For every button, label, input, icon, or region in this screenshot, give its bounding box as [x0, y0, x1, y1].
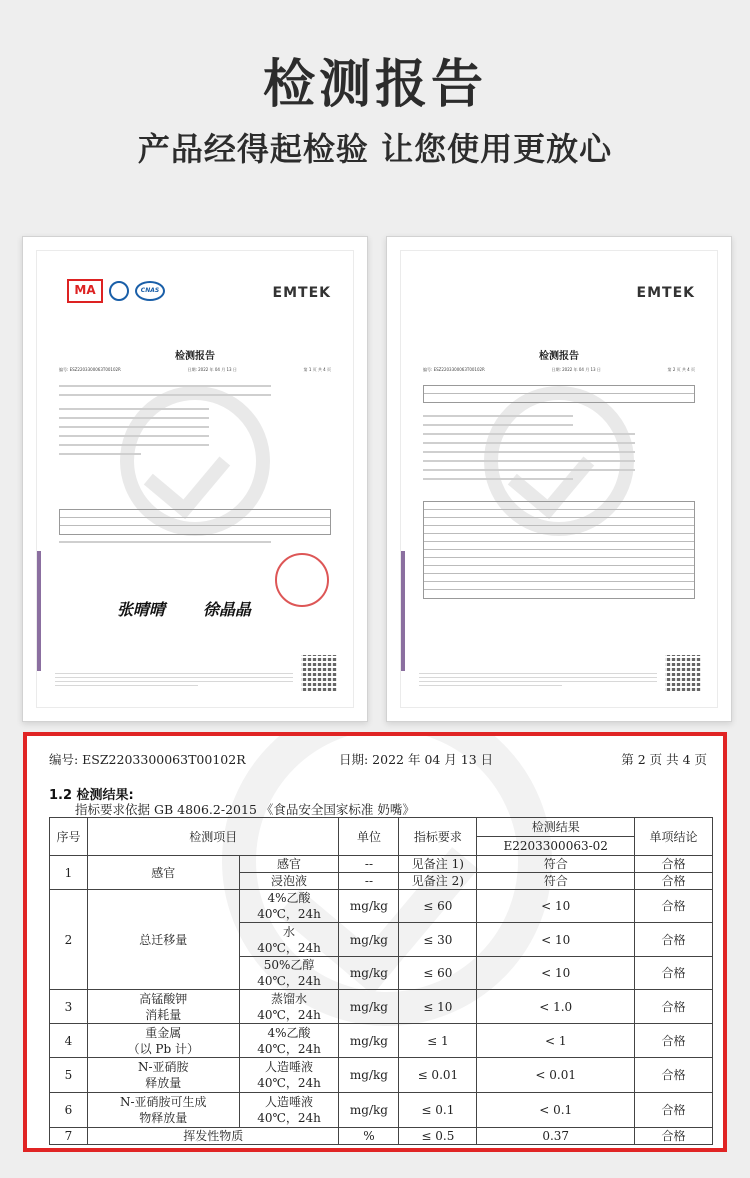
table-row: 50%乙醇 40℃，24h mg/kg ≤ 60 < 10 合格 — [50, 957, 713, 990]
report-paper — [36, 250, 354, 708]
report-thumbnail-page-1[interactable] — [22, 236, 368, 722]
standard-basis: 指标要求依据 GB 4806.2-2015 《食品安全国家标准 奶嘴》 — [75, 802, 415, 817]
thumb-footer — [55, 673, 293, 689]
thumb-number: 编号: ESZ2203300063T00102R — [59, 367, 121, 372]
table-row: 4 重金属 （以 Pb 计） 4%乙酸 40℃，24h mg/kg ≤ 1 < 1 合格 — [50, 1024, 713, 1058]
thumb-meta — [59, 367, 331, 373]
report-page: 第 2 页 共 4 页 — [621, 752, 707, 767]
cma-logo-icon: MA — [67, 279, 103, 303]
table-row: 7 挥发性物质 % ≤ 0.5 0.37 合格 — [50, 1128, 713, 1145]
signature-1: 张晴晴 — [117, 600, 166, 619]
thumb-title: 检测报告 — [539, 351, 579, 362]
section-title: 1.2 检测结果: — [49, 788, 134, 803]
report-header-row — [49, 750, 707, 768]
page-subtitle: 产品经得起检验 让您使用更放心 — [137, 130, 613, 168]
qr-code-icon — [301, 655, 337, 691]
thumb-result-table — [423, 501, 695, 599]
page-title: 检测报告 — [262, 55, 487, 115]
accreditation-logos — [67, 279, 165, 303]
report-paper — [400, 250, 718, 708]
zoomed-result-panel — [23, 732, 727, 1152]
thumb-title: 检测报告 — [175, 351, 215, 362]
col-sample-id: E2203300063-02 — [477, 837, 635, 856]
qr-code-icon — [665, 655, 701, 691]
table-row: 3 高锰酸钾 消耗量 蒸馏水 40℃，24h mg/kg ≤ 10 < 1.0 合格 — [50, 990, 713, 1024]
emtek-logo: EMTEK — [272, 285, 331, 301]
thumb-page: 第 2 页 共 4 页 — [667, 367, 695, 372]
thumb-date: 日期: 2022 年 04 月 13 日 — [187, 367, 237, 372]
thumb-page: 第 1 页 共 4 页 — [303, 367, 331, 372]
report-number: 编号: ESZ2203300063T00102R — [49, 752, 246, 767]
result-table — [49, 817, 713, 1145]
report-date: 日期: 2022 年 04 月 13 日 — [339, 752, 494, 767]
thumb-number: 编号: ESZ2203300063T00102R — [423, 367, 485, 372]
table-row: 5 N-亚硝胺 释放量 人造唾液 40℃，24h mg/kg ≤ 0.01 < 0.01 合格 — [50, 1058, 713, 1093]
thumb-table — [59, 509, 331, 535]
col-seq: 序号 — [50, 818, 88, 856]
signature-2: 徐晶晶 — [203, 600, 252, 619]
report-thumbnail-page-2[interactable] — [386, 236, 732, 722]
table-row: 浸泡液 -- 见备注 2) 符合 合格 — [50, 873, 713, 890]
ilac-logo-icon — [109, 281, 129, 301]
thumb-body-lines — [59, 385, 331, 462]
side-stripe — [37, 551, 41, 671]
col-unit: 单位 — [339, 818, 399, 856]
table-row: 6 N-亚硝胺可生成 物释放量 人造唾液 40℃，24h mg/kg ≤ 0.1 < 0.1 合格 — [50, 1093, 713, 1128]
side-stripe — [401, 551, 405, 671]
red-seal-icon — [275, 553, 329, 607]
thumb-date: 日期: 2022 年 04 月 13 日 — [551, 367, 601, 372]
emtek-logo: EMTEK — [636, 285, 695, 301]
thumb-sample-table — [423, 385, 695, 403]
table-row: 1 感官 感官 -- 见备注 1) 符合 合格 — [50, 856, 713, 873]
table-row: 水 40℃，24h mg/kg ≤ 30 < 10 合格 — [50, 923, 713, 957]
thumb-meta — [423, 367, 695, 373]
col-verdict: 单项结论 — [635, 818, 713, 856]
thumb-body-lines — [423, 415, 695, 487]
col-result: 检测结果 — [477, 818, 635, 837]
col-item: 检测项目 — [87, 818, 339, 856]
col-req: 指标要求 — [399, 818, 477, 856]
table-header-row — [50, 818, 713, 837]
thumb-footer — [419, 673, 657, 689]
table-row: 2 总迁移量 4%乙酸 40℃，24h mg/kg ≤ 60 < 10 合格 — [50, 890, 713, 923]
cnas-logo-icon: CNAS — [135, 281, 165, 301]
